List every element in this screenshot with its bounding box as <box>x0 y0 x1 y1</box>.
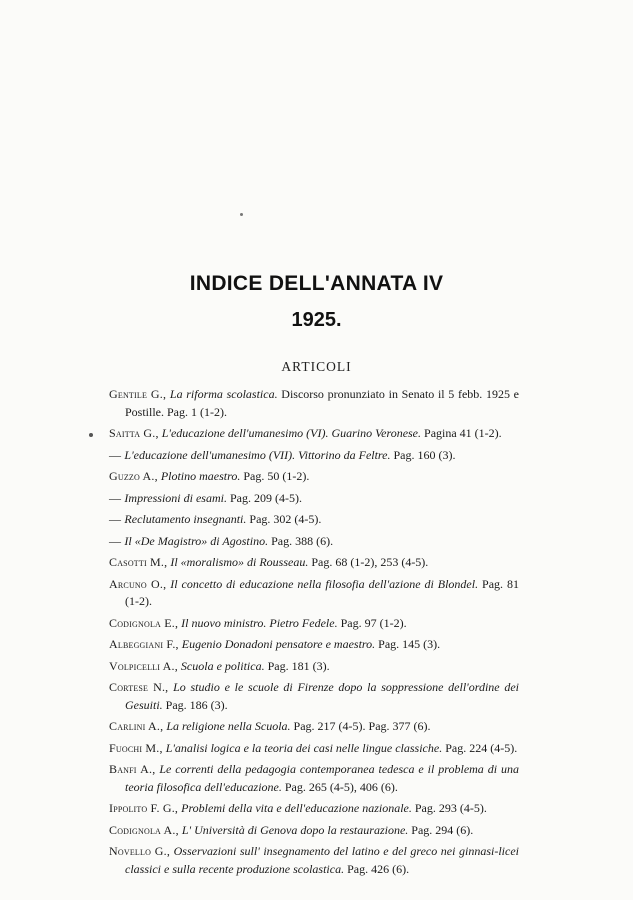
index-entry <box>109 718 519 736</box>
entry-title: Lo studio e le scuole di Firenze dopo la soppressione dell'ordine dei Gesuiti. <box>125 680 520 712</box>
entry-title: La religione nella Scuola. <box>166 719 291 733</box>
entry-author: Carlini A., <box>109 719 164 733</box>
entry-reference: Discorso pronunziato in Senato il 5 febb. 1925 e Postille. Pag. 1 (1-2). <box>125 387 519 419</box>
entry-reference: Pag. 224 (4-5). <box>442 740 518 755</box>
entry-title: L'analisi logica e la teoria dei casi nelle lingue classiche. <box>165 740 443 755</box>
entry-reference: Pag. 181 (3). <box>264 658 330 673</box>
entry-title: Il «De Magistro» di Agostino. <box>124 533 269 548</box>
entry-reference: Pag. 265 (4-5), 406 (6). <box>281 779 398 794</box>
entry-reference: Pag. 97 (1-2). <box>337 615 407 630</box>
print-speck <box>240 213 243 216</box>
entry-author: Codignola A., <box>109 822 179 837</box>
entry-author: Codignola E., <box>109 615 179 630</box>
article-index-list <box>109 386 519 882</box>
index-entry <box>109 533 519 551</box>
print-speck <box>89 433 93 437</box>
entry-title: Scuola e politica. <box>180 658 265 673</box>
entry-author: — <box>109 512 125 526</box>
entry-reference: Pag. 145 (3). <box>375 637 441 651</box>
index-entry <box>109 843 519 878</box>
entry-title: Reclutamento insegnanti. <box>124 512 247 526</box>
entry-title: Osservazioni sull' insegnamento del latino e del greco nei ginnasi-licei classici e sulla recente produzione scolastica. <box>125 844 520 876</box>
entry-author: Albeggiani F., <box>109 637 179 651</box>
entry-reference: Pag. 293 (4-5). <box>411 801 487 815</box>
entry-author: Guzzo A., <box>109 469 158 483</box>
entry-title: Impressioni di esami. <box>124 490 227 505</box>
entry-author: — <box>109 533 125 548</box>
index-entry <box>109 447 519 465</box>
index-entry <box>109 576 519 611</box>
index-entry <box>109 679 519 714</box>
index-entry <box>109 658 519 676</box>
entry-title: Il «moralismo» di Rousseau. <box>170 555 309 569</box>
entry-title: L'educazione dell'umanesimo (VII). Vittorino da Feltre. <box>124 447 391 462</box>
entry-title: Problemi della vita e dell'educazione nazionale. <box>181 801 412 815</box>
index-entry <box>109 386 519 421</box>
entry-author: — <box>109 490 125 505</box>
entry-title: Il concetto di educazione nella filosofia dell'azione di Blondel. <box>170 576 479 591</box>
entry-title: Le correnti della pedagogia contemporanea tedesca e il problema di una teoria filosofica dell'educazione. <box>125 762 519 794</box>
entry-reference: Pag. 388 (6). <box>268 533 334 548</box>
entry-reference: Pag. 217 (4-5). Pag. 377 (6). <box>290 719 431 733</box>
entry-title: La riforma scolastica. <box>169 387 278 401</box>
entry-author: Gentile G., <box>109 387 167 401</box>
index-entry <box>109 554 519 572</box>
entry-reference: Pag. 426 (6). <box>344 861 410 876</box>
index-entry <box>109 490 519 508</box>
index-entry <box>109 425 519 443</box>
entry-title: Plotino maestro. <box>160 469 241 483</box>
entry-author: Novello G., <box>109 844 171 858</box>
entry-author: Casotti M., <box>109 555 168 569</box>
index-entry <box>109 511 519 529</box>
index-entry <box>109 636 519 654</box>
entry-title: L'educazione dell'umanesimo (VI). Guarino Veronese. <box>161 426 422 440</box>
entry-reference: Pag. 294 (6). <box>408 822 474 837</box>
index-entry <box>109 800 519 818</box>
index-entry <box>109 761 519 796</box>
entry-author: — <box>109 447 125 462</box>
entry-author: Saitta G., <box>109 426 159 440</box>
entry-author: Arcuno O., <box>109 576 167 591</box>
entry-author: Volpicelli A., <box>109 658 178 673</box>
entry-title: L' Università di Genova dopo la restaurazione. <box>181 822 409 837</box>
index-entry <box>109 615 519 633</box>
entry-reference: Pag. 81 (1-2). <box>125 576 520 608</box>
entry-title: Il nuovo ministro. Pietro Fedele. <box>181 615 338 630</box>
entry-reference: Pag. 68 (1-2), 253 (4-5). <box>308 555 429 569</box>
page-title: INDICE DELL'ANNATA IV <box>189 272 444 295</box>
entry-title: Eugenio Donadoni pensatore e maestro. <box>181 637 376 651</box>
entry-author: Ippolito F. G., <box>109 801 179 815</box>
entry-reference: Pag. 209 (4-5). <box>226 490 302 505</box>
entry-author: Cortese N., <box>109 680 169 694</box>
index-entry <box>109 468 519 486</box>
entry-reference: Pagina 41 (1-2). <box>421 426 502 440</box>
entry-reference: Pag. 186 (3). <box>162 697 228 712</box>
section-heading: ARTICOLI <box>281 359 352 374</box>
index-entry <box>109 822 519 840</box>
entry-reference: Pag. 160 (3). <box>390 447 456 462</box>
entry-reference: Pag. 50 (1-2). <box>240 469 310 483</box>
entry-author: Banfi A., <box>109 762 156 776</box>
entry-reference: Pag. 302 (4-5). <box>246 512 322 526</box>
entry-author: Fuochi M., <box>109 740 163 755</box>
volume-year: 1925. <box>291 309 342 331</box>
index-entry <box>109 740 519 758</box>
